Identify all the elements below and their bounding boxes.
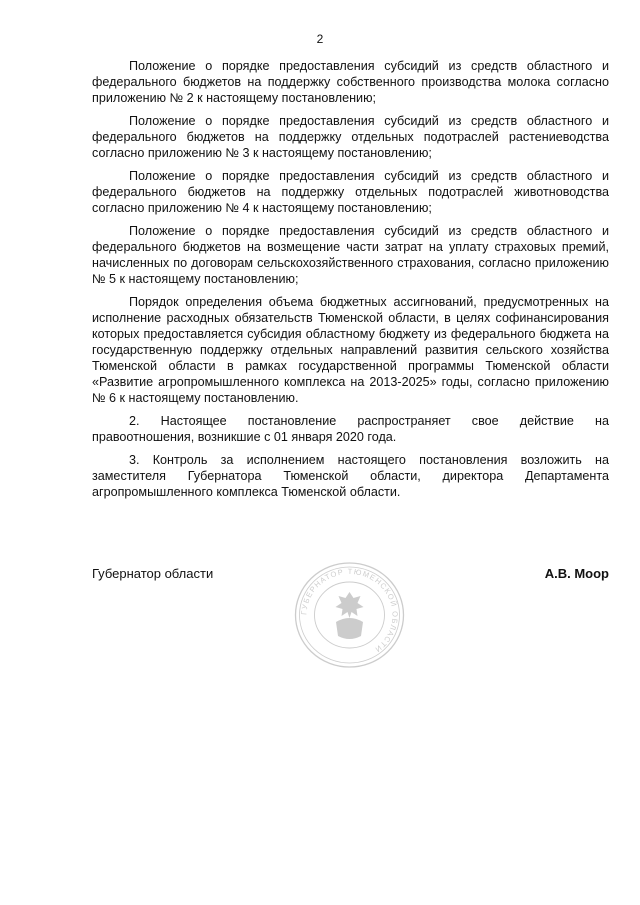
paragraph-budget-procedure: Порядок определения объема бюджетных ассигнований, предусмотренных на исполнение расходных обязательств Тюменской области, в целях софинансирования которых предоставляется субсидия областному бюджету из федерального бюджета на государственную поддержку отдельных направлений развития сельского хозяйства Тюменской области в рамках государственной программы Тюменской области «Развитие агропромышленного комплекса на 2013-2025» годы, согласно приложению № 6 к настоящему постановлению. [92, 295, 609, 405]
paragraph-livestock-subsidy: Положение о порядке предоставления субсидий из средств областного и федерального бюджетов на поддержку отдельных подотраслей животноводства согласно приложению № 4 к настоящему постановлению; [92, 169, 609, 215]
signer-name: А.В. Моор [544, 566, 609, 581]
page-number: 2 [316, 32, 324, 46]
emblem-icon [336, 592, 364, 639]
paragraph-crop-subsidy: Положение о порядке предоставления субсидий из средств областного и федерального бюджетов на поддержку отдельных подотраслей растениеводства согласно приложению № 3 к настоящему постановлению; [92, 114, 609, 160]
official-seal [292, 560, 407, 670]
paragraph-milk-subsidy: Положение о порядке предоставления субсидий из средств областного и федерального бюджетов на поддержку собственного производства молока согласно приложению № 2 к настоящему постановлению; [92, 59, 609, 105]
paragraph-effective-date: 2. Настоящее постановление распространяет свое действие на правоотношения, возникшие с 01 января 2020 года. [92, 414, 609, 444]
signer-role: Губернатор области [92, 566, 214, 581]
seal-ring-text: ГУБЕРНАТОР ТЮМЕНСКОЙ ОБЛАСТИ [299, 566, 400, 655]
paragraph-insurance-subsidy: Положение о порядке предоставления субсидий из средств областного и федерального бюджетов на возмещение части затрат на уплату страховых премий, начисленных по договорам сельскохозяйственного страхования, согласно приложению № 5 к настоящему постановлению; [92, 224, 609, 286]
document-body [92, 58, 609, 507]
paragraph-control: 3. Контроль за исполнением настоящего постановления возложить на заместителя Губернатора Тюменской области, директора Департамента агропромышленного комплекса Тюменской области. [92, 453, 609, 499]
